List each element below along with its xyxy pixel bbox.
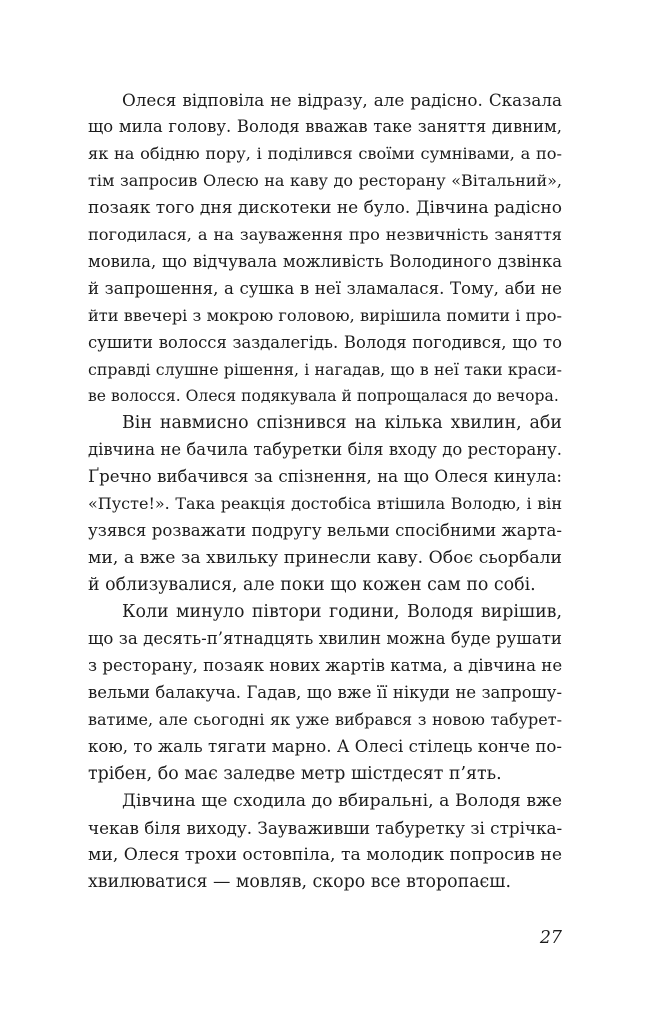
text-line: мовила, що відчувала можливість Володиного дзвінка <box>88 251 562 271</box>
text-line: що мила голову. Володя вважав таке заняття дивним, <box>88 116 562 136</box>
text-line: тім запросив Олесю на каву до ресторану «Вітальний», <box>88 170 562 190</box>
text-line: справді слушне рішення, і нагадав, що в неї таки краси- <box>88 359 562 379</box>
text-line: кою, то жаль тягати марно. А Олесі стілець конче по- <box>88 736 562 756</box>
paragraph-3 <box>88 599 562 788</box>
text-line: ми, а вже за хвильку принесли каву. Обоє сьорбали <box>88 548 562 569</box>
text-line: «Пусте!». Така реакція достобіса втішила Володю, і він <box>88 494 562 514</box>
text-line: хвилюватися — мовляв, скоро все второпаєш. <box>88 871 511 892</box>
text-line: дівчина не бачила табуретки біля входу до ресторану. <box>88 440 562 460</box>
text-line: ми, Олеся трохи остовпіла, та молодик попросив не <box>88 844 562 865</box>
text-line: чекав біля виходу. Зауваживши табуретку зі стрічка- <box>88 817 563 838</box>
text-line: вельми балакуча. Гадав, що вже її нікуди не запрошу- <box>88 682 562 702</box>
text-line: узявся розважати подругу вельми спосібними жарта- <box>88 521 562 541</box>
paragraph-2 <box>88 410 562 599</box>
text-line: сушити волосся заздалегідь. Володя погодився, що то <box>88 332 562 352</box>
text-line: Ґречно вибачився за спізнення, на що Олеся кинула: <box>88 467 562 487</box>
text-line: Олеся відповіла не відразу, але радісно. Сказала <box>122 90 562 110</box>
text-line: Дівчина ще сходила до вбиральні, а Володя вже <box>122 790 562 811</box>
text-line: що за десять-п’ятнадцять хвилин можна буде рушати <box>88 629 562 649</box>
text-line: ве волосся. Олеся подякувала й попрощалася до вечора. <box>88 387 559 406</box>
text-line: позаяк того дня дискотеки не було. Дівчина радісно <box>88 197 562 218</box>
text-line: Він навмисно спізнився на кілька хвилин, аби <box>122 413 562 434</box>
text-line: й запрошення, а сушка в неї зламалася. Тому, аби не <box>88 278 562 298</box>
paragraph-4 <box>88 788 562 896</box>
text-line: ватиме, але сьогодні як уже вибрався з новою табурет- <box>88 709 562 729</box>
text-line: з ресторану, позаяк нових жартів катма, а дівчина не <box>88 656 563 676</box>
text-line: трібен, бо має заледве метр шістдесят п’ять. <box>88 763 502 784</box>
text-line: погодилася, а на зауваження про незвичність заняття <box>88 224 562 244</box>
text-line: й облизувалися, але поки що кожен сам по собі. <box>88 575 536 596</box>
text-line: йти ввечері з мокрою головою, вирішила помити і про- <box>88 305 562 325</box>
text-line: Коли минуло півтори години, Володя вирішив, <box>122 602 562 623</box>
text-line: як на обідню пору, і поділився своїми сумнівами, а по- <box>88 143 562 163</box>
page-body <box>88 87 562 896</box>
paragraph-1 <box>88 87 562 410</box>
page-number: 27 <box>539 928 562 948</box>
